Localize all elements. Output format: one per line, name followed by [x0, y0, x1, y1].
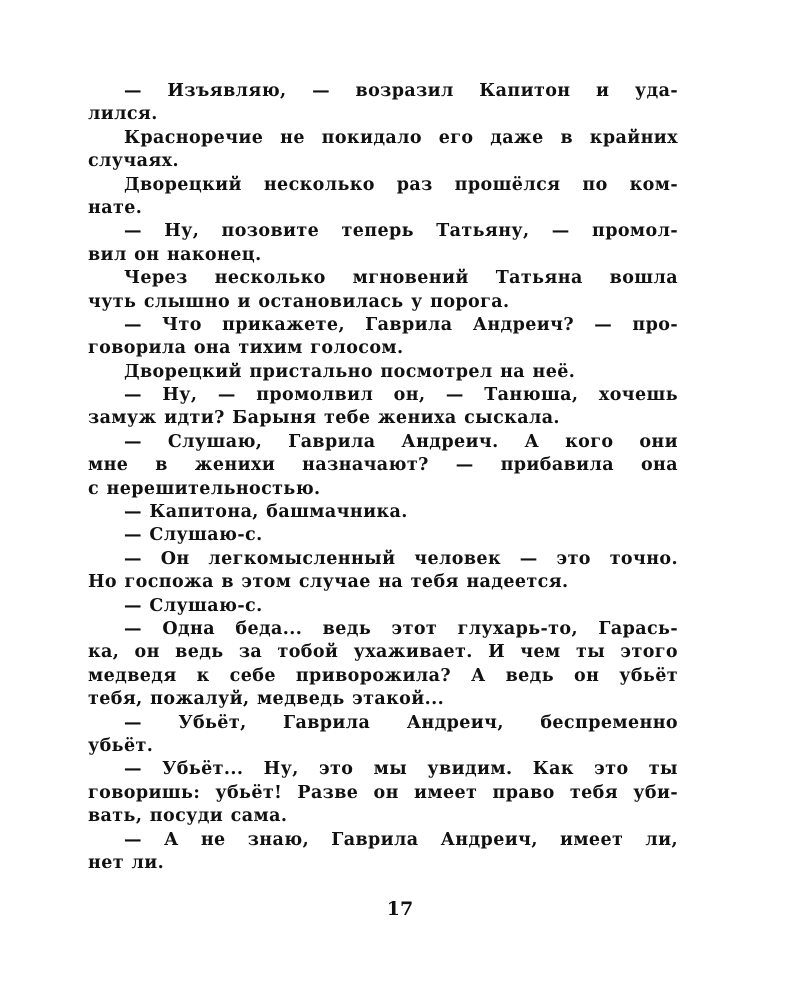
text-line: медведя к себе приворожила? А ведь он убьёт [88, 665, 678, 686]
text-line: — Слушаю-с. [124, 595, 263, 616]
text-line: чуть слышно и остановилась у порога. [88, 291, 510, 312]
text-line: Красноречие не покидало его даже в крайних [124, 127, 678, 148]
page-number: 17 [386, 898, 414, 920]
text-line: вил он наконец. [88, 244, 262, 265]
text-line: Но госпожа в этом случае на тебя надеется. [88, 572, 569, 593]
text-line: говоришь: убьёт! Разве он имеет право тебя уби- [88, 782, 678, 803]
text-line: — Что прикажете, Гаврила Андреич? — про- [124, 314, 678, 335]
text-line: вать, посуди сама. [88, 806, 288, 827]
text-line: — Ну, позовите теперь Татьяну, — промол- [124, 221, 678, 242]
text-line: нате. [88, 197, 143, 218]
text-line: — А не знаю, Гаврила Андреич, имеет ли, [124, 829, 678, 850]
text-line: убьёт. [88, 735, 154, 756]
text-line: с нерешительностью. [88, 478, 321, 499]
page-body-text [88, 80, 678, 875]
text-line: — Изъявляю, — возразил Капитон и уда- [124, 81, 678, 101]
text-line: тебя, пожалуй, медведь этакой... [88, 689, 445, 710]
text-line: лился. [88, 104, 158, 125]
text-line: говорила она тихим голосом. [88, 338, 404, 359]
text-line: — Убьёт, Гаврила Андреич, беспременно [124, 712, 678, 733]
text-line: — Убьёт... Ну, это мы увидим. Как это ты [124, 759, 678, 780]
text-line: замуж идти? Барыня тебе жениха сыскала. [88, 408, 560, 429]
text-line: — Ну, — промолвил он, — Танюша, хочешь [124, 385, 678, 406]
text-line: — Слушаю-с. [124, 525, 263, 546]
text-line: Через несколько мгновений Татьяна вошла [124, 268, 678, 289]
text-line: — Слушаю, Гаврила Андреич. А кого они [124, 431, 678, 452]
text-line: Дворецкий несколько раз прошёлся по ком- [124, 174, 678, 195]
text-line: нет ли. [88, 852, 165, 873]
text-line: Дворецкий пристально посмотрел на неё. [124, 361, 576, 382]
text-line: — Одна беда... ведь этот глухарь-то, Гарась- [124, 618, 678, 639]
text-line: ка, он ведь за тобой ухаживает. И чем ты этого [88, 642, 678, 663]
text-line: — Капитона, башмачника. [124, 502, 408, 523]
text-line: случаях. [88, 151, 179, 172]
text-line: — Он легкомысленный человек — это точно. [124, 548, 678, 569]
text-line: мне в женихи назначают? — прибавила она [88, 455, 678, 476]
